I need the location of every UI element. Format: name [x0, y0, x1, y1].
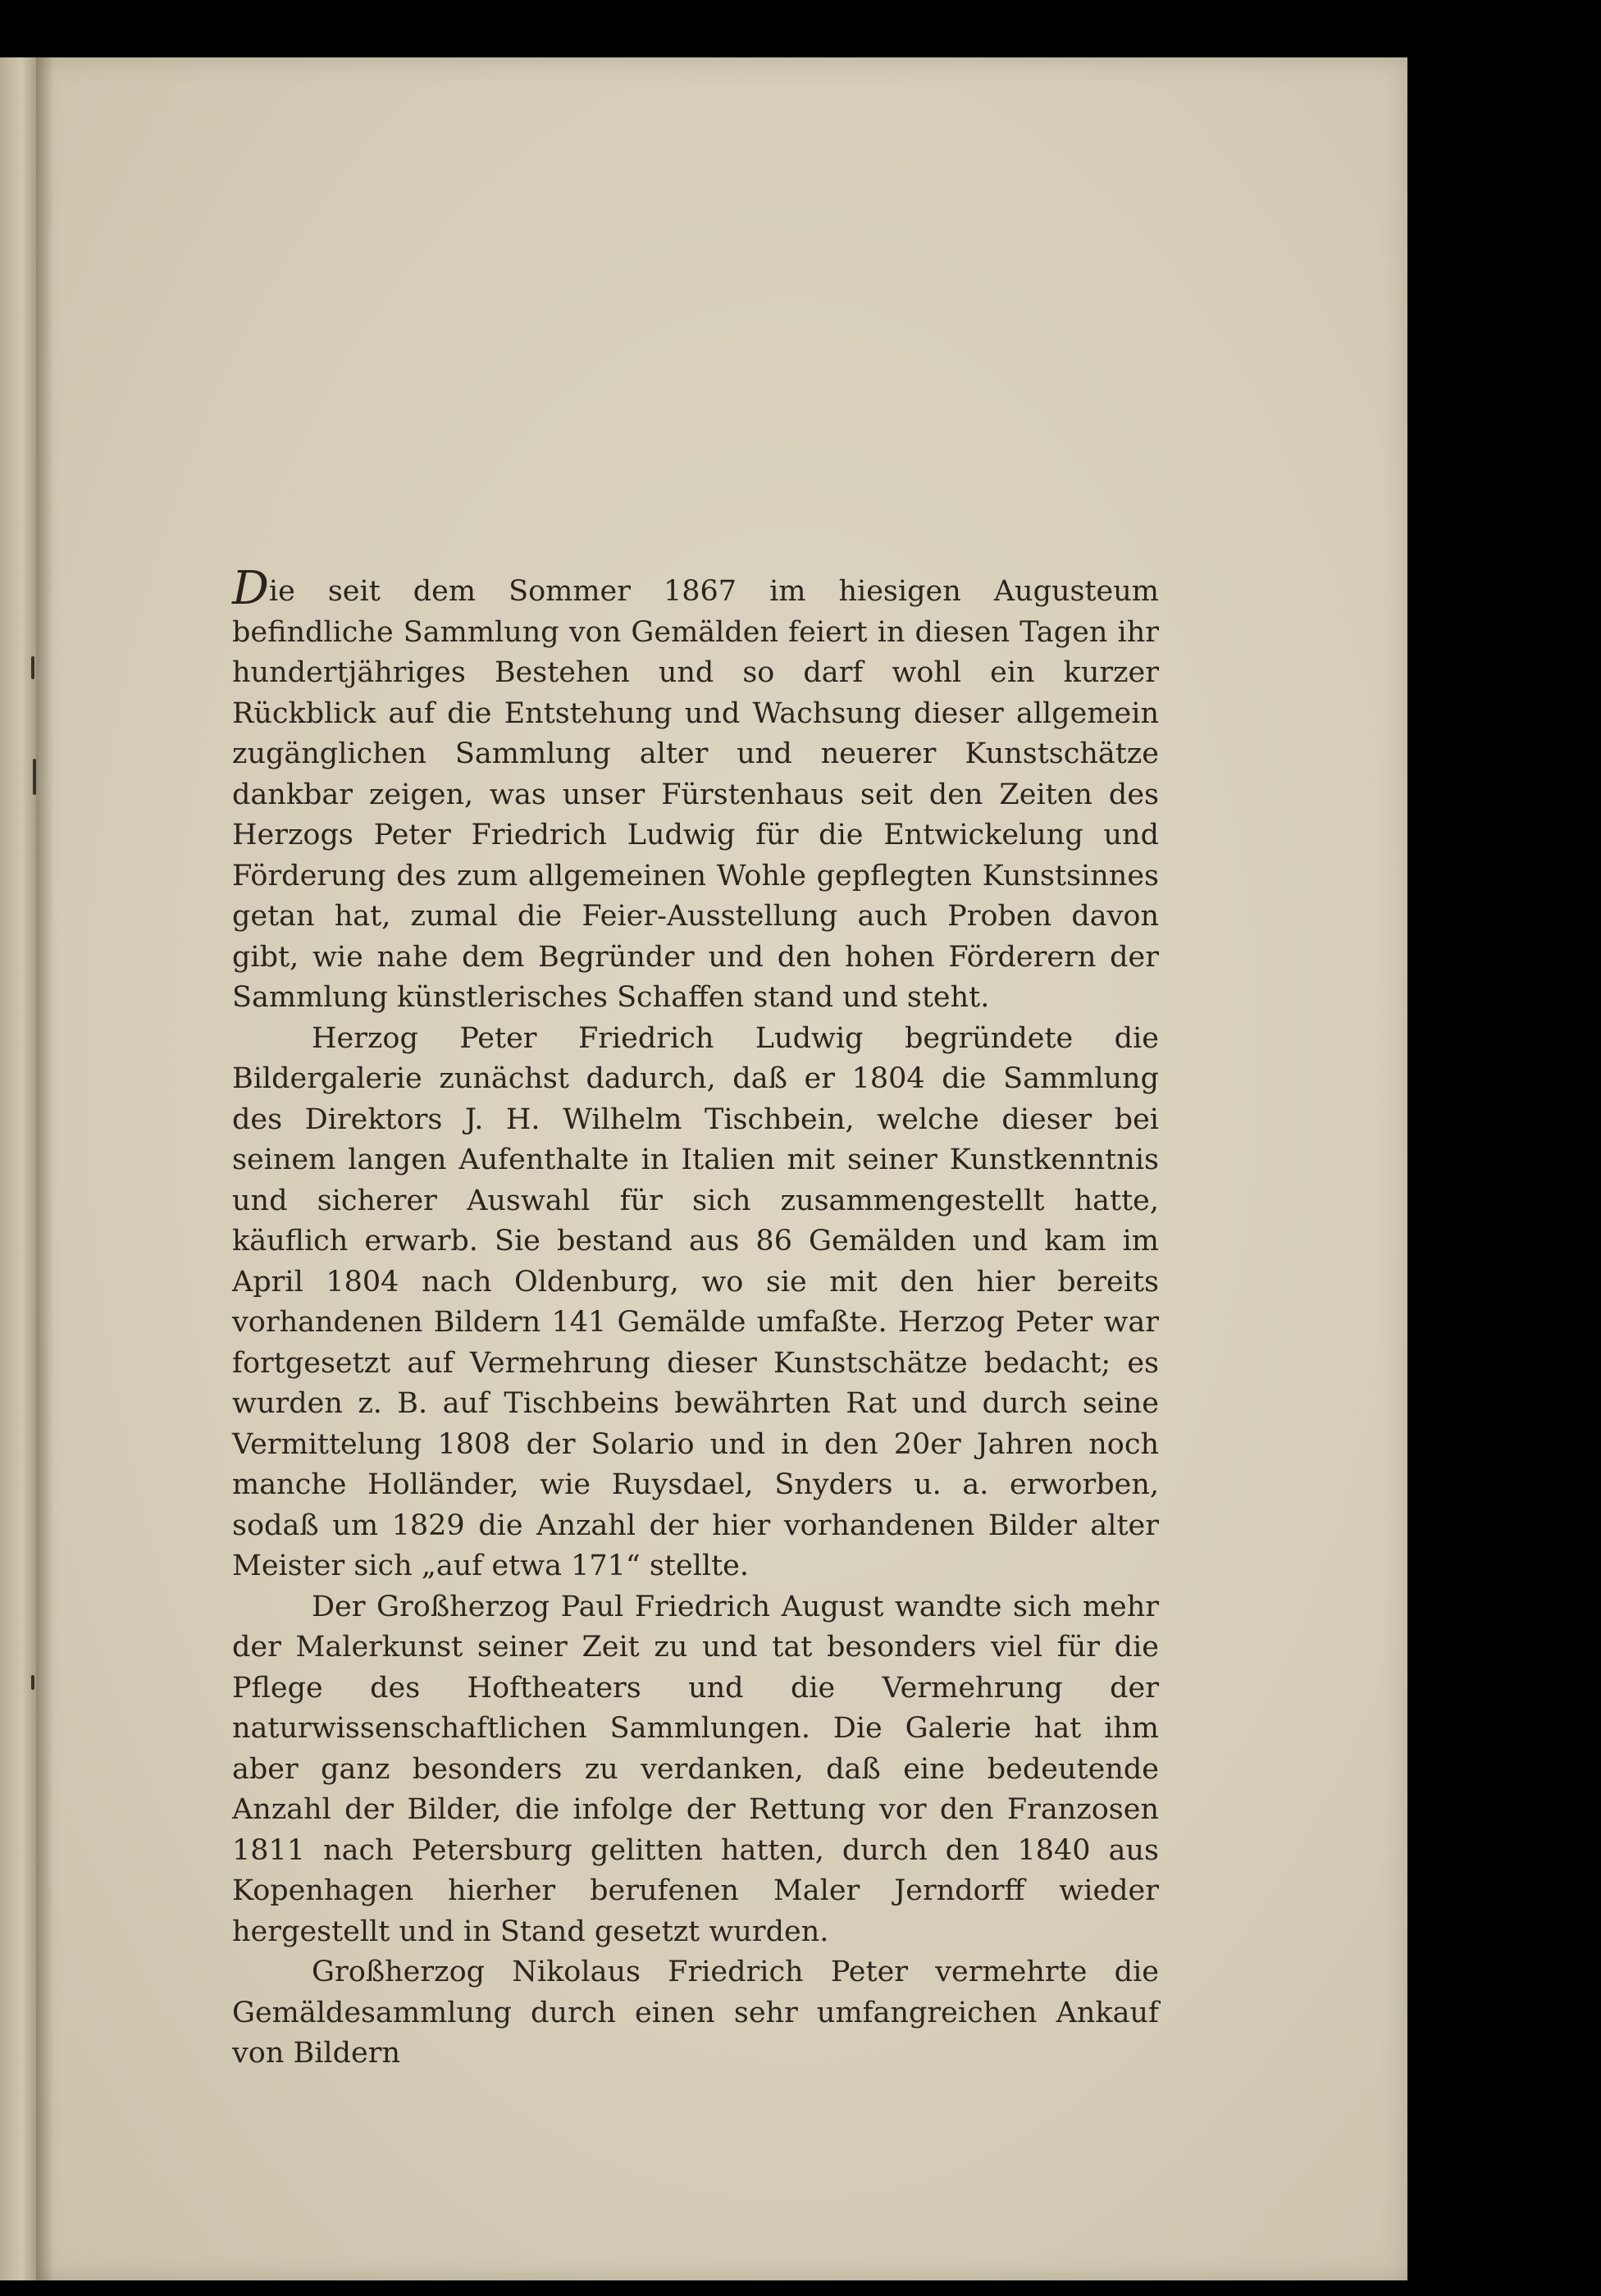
paragraph-4: Großherzog Nikolaus Friedrich Peter vermehrte die Gemäldesammlung durch einen sehr umfangreichen Ankauf von Bildern	[232, 1956, 1159, 2070]
document-body	[232, 562, 1159, 2075]
margin-mark	[31, 1675, 34, 1690]
margin-mark	[31, 656, 34, 679]
drop-initial: D	[232, 562, 269, 615]
paragraph-2: Herzog Peter Friedrich Ludwig begründete die Bildergalerie zunächst dadurch, daß er 1804 die Sammlung des Direktors J. H. Wilhelm Tischbein, welche dieser bei seinem langen Aufenthalte in Italien mit seiner Kunstkenntnis und sicherer Auswahl für sich zusammengestellt hatte, käuflich erwarb. Sie bestand aus 86 Gemälden und kam im April 1804 nach Oldenburg, wo sie mit den hier bereits vorhandenen Bildern 141 Gemälde umfaßte. Herzog Peter war fortgesetzt auf Vermehrung dieser Kunstschätze bedacht; es wurden z. B. auf Tischbeins bewährten Rat und durch seine Vermittelung 1808 der Solario und in den 20er Jahren noch manche Holländer, wie Ruysdael, Snyders u. a. erworben, sodaß um 1829 die Anzahl der hier vorhandenen Bilder alter Meister sich „auf etwa 171“ stellte.	[232, 1021, 1159, 1582]
margin-mark	[33, 759, 36, 795]
paragraph-1	[232, 562, 1159, 1019]
paragraph-text: ie seit dem Sommer 1867 im hiesigen Augusteum befindliche Sammlung von Gemälden feiert in diesen Tagen ihr hundertjähriges Bestehen und so darf wohl ein kurzer Rückblick auf die Entstehung und Wachsung dieser allgemein zugänglichen Sammlung alter und neuerer Kunstschätze dankbar zeigen, was unser Fürstenhaus seit den Zeiten des Herzogs Peter Friedrich Ludwig für die Entwickelung und Förderung des zum allgemeinen Wohle gepflegten Kunstsinnes getan hat, zumal die Feier-Ausstellung auch Proben davon gibt, wie nahe dem Begründer und den hohen Förderern der Sammlung künstlerisches Schaffen stand und steht.	[232, 575, 1159, 1014]
previous-page-edge	[0, 57, 36, 2280]
paragraph-3: Der Großherzog Paul Friedrich August wandte sich mehr der Malerkunst seiner Zeit zu und tat besonders viel für die Pflege des Hoftheaters und die Vermehrung der naturwissenschaftlichen Sammlungen. Die Galerie hat ihm aber ganz besonders zu verdanken, daß eine bedeutende Anzahl der Bilder, die infolge der Rettung vor den Franzosen 1811 nach Petersburg gelitten hatten, durch den 1840 aus Kopenhagen hierher berufenen Maler Jerndorff wieder hergestellt und in Stand gesetzt wurden.	[232, 1590, 1159, 1948]
gutter-shadow	[36, 57, 54, 2280]
